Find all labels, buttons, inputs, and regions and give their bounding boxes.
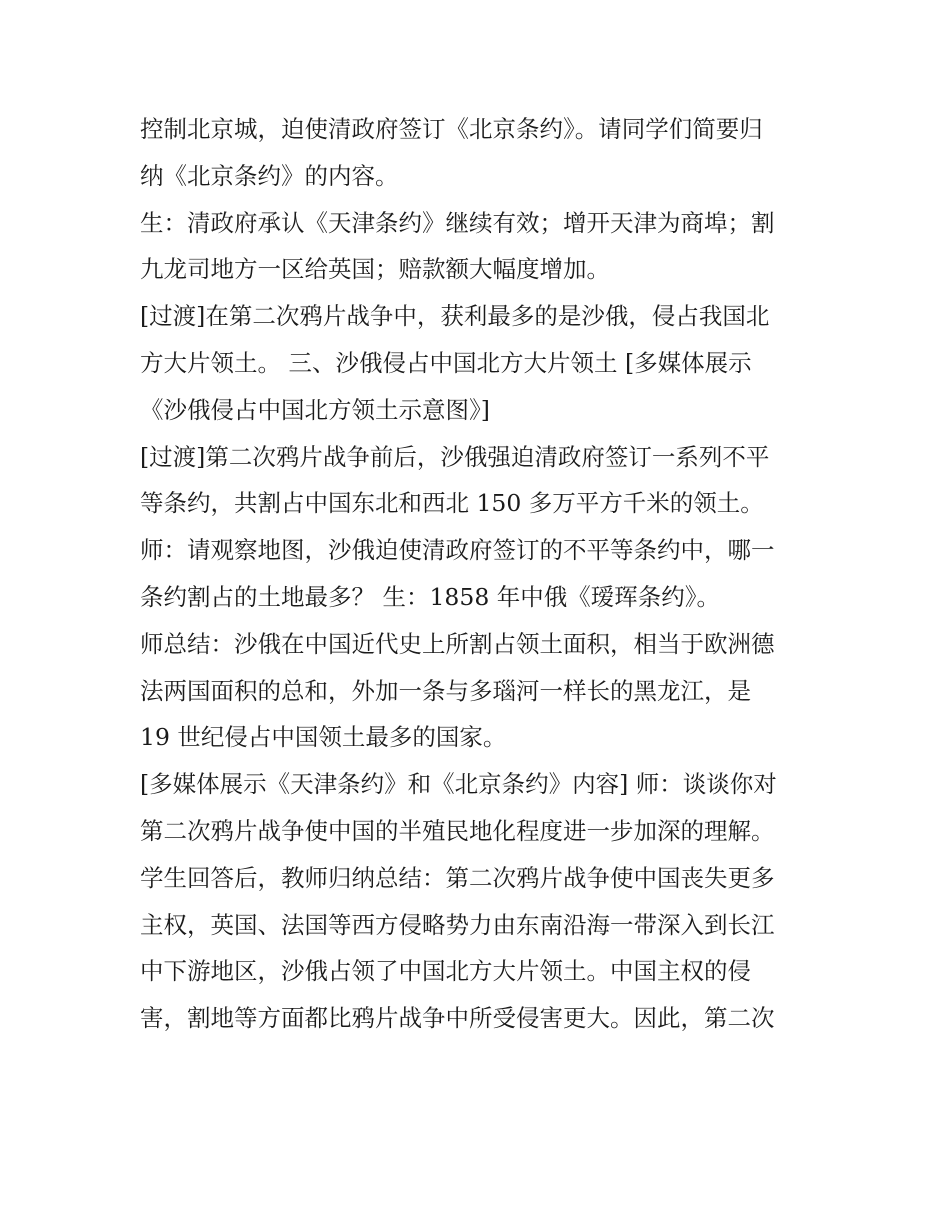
text-line: 条约割占的土地最多？ 生：1858 年中俄《瑷珲条约》。 [140, 582, 720, 611]
text-line: 《沙俄侵占中国北方领土示意图》] [140, 395, 490, 424]
text-line: 19 世纪侵占中国领土最多的国家。 [140, 723, 507, 752]
text-line: 等条约，共割占中国东北和西北 150 多万平方千米的领土。 [140, 489, 764, 518]
text-line: 中下游地区，沙俄占领了中国北方大片领土。中国主权的侵 [140, 957, 751, 986]
text-line: 控制北京城，迫使清政府签订《北京条约》。请同学们简要归 [140, 115, 763, 143]
text-line: 法两国面积的总和，外加一条与多瑙河一样长的黑龙江，是 [140, 676, 751, 705]
text-line: 师总结：沙俄在中国近代史上所割占领土面积，相当于欧洲德 [140, 629, 775, 658]
text-line: [过渡]第二次鸦片战争前后，沙俄强迫清政府签订一系列不平 [140, 442, 770, 471]
text-line: 第二次鸦片战争使中国的半殖民地化程度进一步加深的理解。 [140, 816, 775, 845]
text-line: 方大片领土。 三、沙俄侵占中国北方大片领土 [多媒体展示 [140, 348, 752, 377]
text-line: 九龙司地方一区给英国；赔款额大幅度增加。 [140, 255, 610, 284]
text-line: 生：清政府承认《天津条约》继续有效；增开天津为商埠；割 [140, 208, 775, 237]
body-text [140, 106, 820, 1042]
text-line: 主权，英国、法国等西方侵略势力由东南沿海一带深入到长江 [140, 910, 775, 939]
text-line: [多媒体展示《天津条约》和《北京条约》内容] 师：谈谈你对 [140, 770, 777, 799]
text-line: 纳《北京条约》的内容。 [140, 161, 399, 190]
text-line: 学生回答后，教师归纳总结：第二次鸦片战争使中国丧失更多 [140, 863, 775, 892]
text-line: [过渡]在第二次鸦片战争中，获利最多的是沙俄，侵占我国北 [140, 302, 770, 331]
text-line: 师：请观察地图，沙俄迫使清政府签订的不平等条约中，哪一 [140, 536, 775, 565]
text-line: 害，割地等方面都比鸦片战争中所受侵害更大。因此，第二次 [140, 1004, 775, 1033]
